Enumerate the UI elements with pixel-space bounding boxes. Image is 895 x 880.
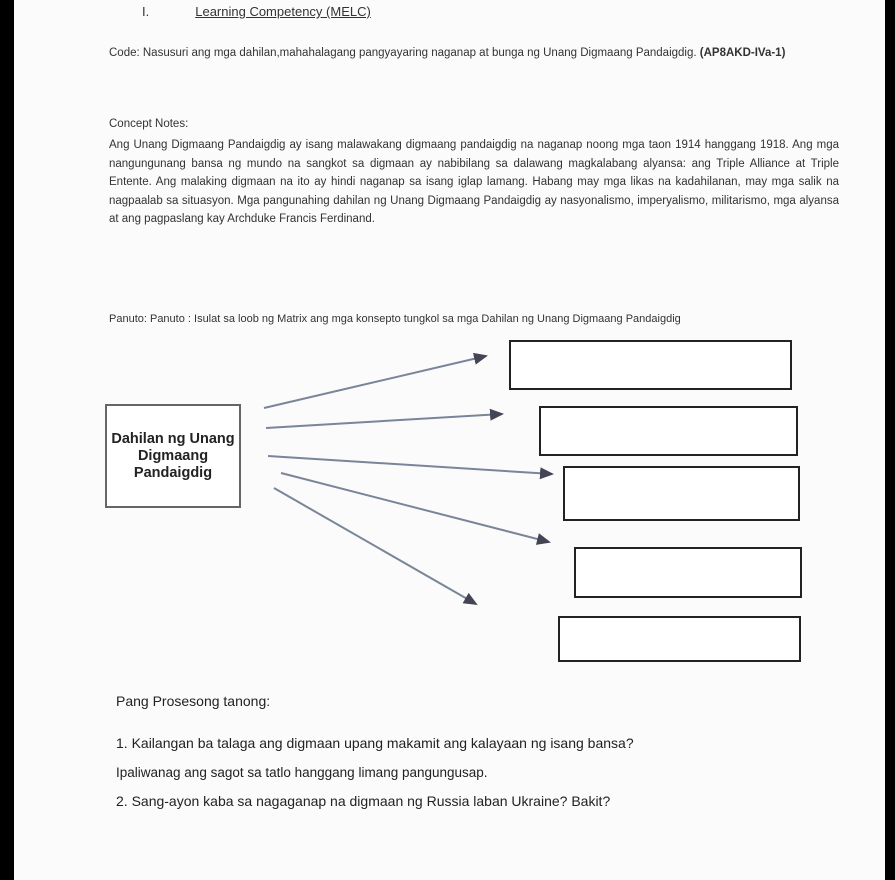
arrow-5 xyxy=(274,488,476,604)
question-2: 2. Sang-ayon kaba sa nagaganap na digmaan ng Russia laban Ukraine? Bakit? xyxy=(116,793,611,809)
arrow-1 xyxy=(264,356,486,408)
competency-code-tag: (AP8AKD-IVa-1) xyxy=(699,47,786,59)
concept-notes-body: Ang Unang Digmaang Pandaigdig ay isang malawakang digmaang pandaigdig na naganap noong mga taon 1914 hanggang 1918. Ang mga nangungunang bansa ng mundo na sangkot sa digmaan ay nabibilang sa dalawang magkalabang alyansa: ang Triple Alliance at Triple Entente. Ang malaking digmaan na ito ay hindi naganap sa isang iglap lamang. Habang may mga likas na kadahilanan, may mga salik na nagpaalab sa situasyon. Mga pangunahing dahilan ng Unang Digmaang Pandaigdig ay nasyonalismo, imperyalismo, militarismo, mga alyansa at ang pagpaslang kay Archduke Francis Ferdinand. xyxy=(109,139,839,225)
concept-notes-label: Concept Notes: xyxy=(109,118,189,130)
arrow-3 xyxy=(268,456,552,474)
answer-box-1[interactable] xyxy=(509,340,792,390)
section-number: I. xyxy=(142,4,150,19)
processing-questions-label: Pang Prosesong tanong: xyxy=(116,693,271,709)
question-1: 1. Kailangan ba talaga ang digmaan upang makamit ang kalayaan ng isang bansa? xyxy=(116,735,634,751)
answer-box-3[interactable] xyxy=(563,466,800,521)
section-title: Learning Competency (MELC) xyxy=(195,4,371,19)
answer-box-5[interactable] xyxy=(558,616,801,662)
arrow-4 xyxy=(281,473,549,542)
answer-box-2[interactable] xyxy=(539,406,798,456)
competency-code-text: Code: Nasusuri ang mga dahilan,mahahalagang pangyayaring naganap at bunga ng Unang Digmaang Pandaigdig. xyxy=(109,47,697,59)
question-1-instruction: Ipaliwanag ang sagot sa tatlo hanggang limang pangungusap. xyxy=(116,765,488,780)
arrow-2 xyxy=(266,414,502,428)
matrix-center-box xyxy=(105,404,241,508)
instructions: Panuto: Panuto : Isulat sa loob ng Matrix ang mga konsepto tungkol sa mga Dahilan ng Unang Digmaang Pandaigdig xyxy=(109,313,681,325)
matrix-center-label: Dahilan ng Unang Digmaang Pandaigdig xyxy=(111,430,235,481)
answer-box-4[interactable] xyxy=(574,547,802,598)
worksheet-page xyxy=(14,0,885,880)
